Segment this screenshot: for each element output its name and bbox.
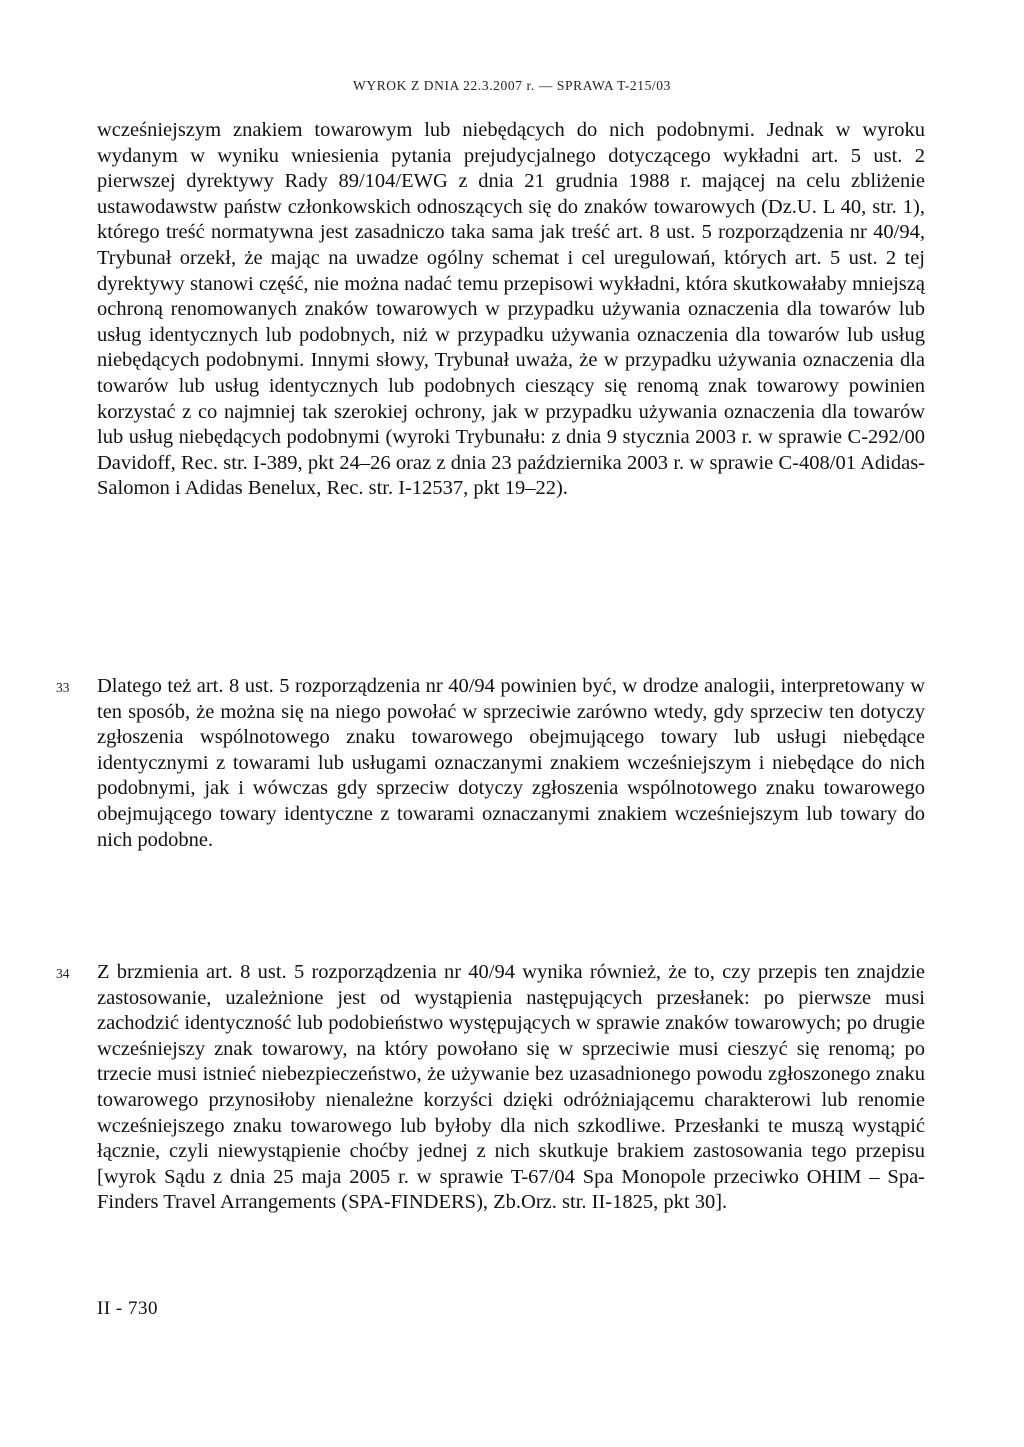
paragraph-33: Dlatego też art. 8 ust. 5 rozporządzenia nr 40/94 powinien być, w drodze analogii, interpretowany w ten sposób, że można się na niego powołać w sprzeciwie zarówno wtedy, gdy sprzeciw ten dotyczy zgłoszenia wspólnotowego znaku towarowego obejmującego towary lub usługi niebędące identycznymi z towarami lub usługami oznaczanymi znakiem wcześniejszym i niebędące do nich podobnymi, jak i wówczas gdy sprzeciw dotyczy zgłoszenia wspólnotowego znaku towarowego obejmującego towary identyczne z towarami oznaczanymi znakiem wcześniejszym lub towary do nich podobne.: [97, 675, 925, 851]
paragraph-number-33: 33: [56, 680, 70, 695]
running-header: WYROK Z DNIA 22.3.2007 r. — SPRAWA T-215/03: [353, 78, 671, 93]
paragraph-34: Z brzmienia art. 8 ust. 5 rozporządzenia nr 40/94 wynika również, że to, czy przepis ten znajdzie zastosowanie, uzależnione jest od wystąpienia następujących przesłanek: po pierwsze musi zachodzić identyczność lub podobieństwo występujących w sprawie znaków towarowych; po drugie wcześniejszy znak towarowy, na który powołano się w sprzeciwie musi cieszyć się renomą; po trzecie musi istnieć niebezpieczeństwo, że używanie bez uzasadnionego powodu zgłoszonego znaku towarowego przynosiłoby nienależne korzyści dzięki odróżniającemu charakterowi lub renomie wcześniejszego znaku towarowego lub byłoby dla nich szkodliwe. Przesłanki te muszą wystąpić łącznie, czyli niewystąpienie choćby jednej z nich skutkuje brakiem zastosowania tego przepisu [wyrok Sądu z dnia 25 maja 2005 r. w sprawie T-67/04 Spa Monopole przeciwko OHIM – Spa-Finders Travel Arrangements (SPA-FINDERS), Zb.Orz. str. II-1825, pkt 30].: [97, 961, 925, 1214]
paragraph-continuation: wcześniejszym znakiem towarowym lub niebędących do nich podobnymi. Jednak w wyroku wydanym w wyniku wniesienia pytania prejudycjalnego dotyczącego wykładni art. 5 ust. 2 pierwszej dyrektywy Rady 89/104/EWG z dnia 21 grudnia 1988 r. mającej na celu zbliżenie ustawodawstw państw członkowskich odnoszących się do znaków towarowych (Dz.U. L 40, str. 1), którego treść normatywna jest zasadniczo taka sama jak treść art. 8 ust. 5 rozporządzenia nr 40/94, Trybunał orzekł, że mając na uwadze ogólny schemat i cel uregulowań, których art. 5 ust. 2 tej dyrektywy stanowi część, nie można nadać temu przepisowi wykładni, która skutkowałaby mniejszą ochroną renomowanych znaków towarowych w przypadku używania oznaczenia dla towarów lub usług identycznych lub podobnych, niż w przypadku używania oznaczenia dla towarów lub usług niebędących podobnymi. Innymi słowy, Trybunał uważa, że w przypadku używania oznaczenia dla towarów lub usług identycznych lub podobnych cieszący się renomą znak towarowy powinien korzystać z co najmniej tak szerokiej ochrony, jak w przypadku używania oznaczenia dla towarów lub usług niebędących podobnymi (wyroki Trybunału: z dnia 9 stycznia 2003 r. w sprawie C-292/00 Davidoff, Rec. str. I-389, pkt 24–26 oraz z dnia 23 października 2003 r. w sprawie C-408/01 Adidas-Salomon i Adidas Benelux, Rec. str. I-12537, pkt 19–22).: [97, 119, 925, 500]
page-number: II - 730: [97, 1298, 158, 1319]
paragraph-number-34: 34: [56, 966, 70, 981]
